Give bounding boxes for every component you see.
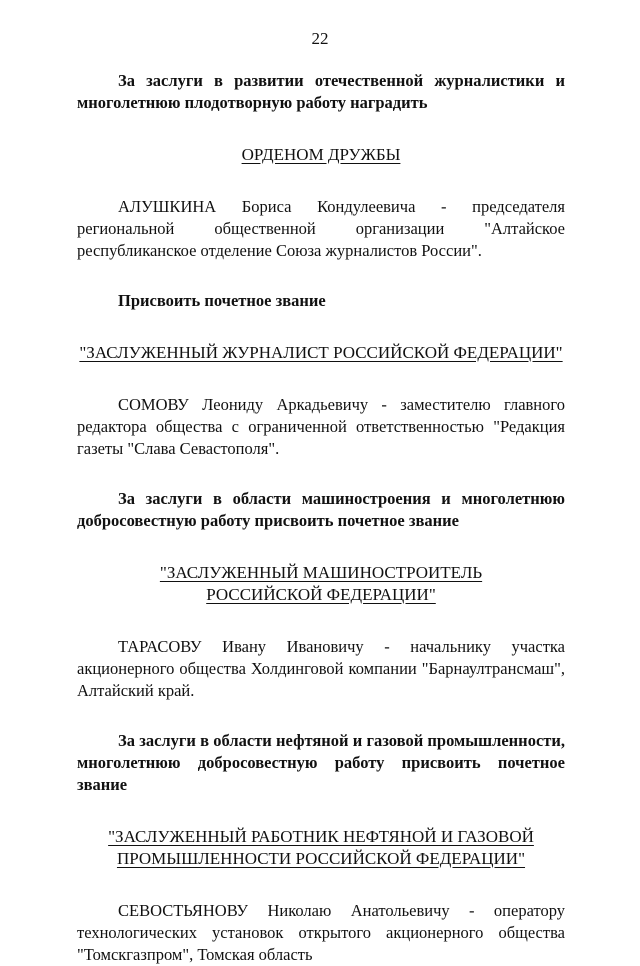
section-3-award-line-1: "ЗАСЛУЖЕННЫЙ МАШИНОСТРОИТЕЛЬ xyxy=(159,563,483,582)
document-body xyxy=(77,70,565,966)
section-1-award-title xyxy=(77,144,565,166)
section-4-award-line-2: ПРОМЫШЛЕННОСТИ РОССИЙСКОЙ ФЕДЕРАЦИИ" xyxy=(116,849,526,868)
section-1-recipient: АЛУШКИНА Бориса Кондулеевича - председателя региональной общественной организации "Алтайское республиканское отделение Союза журналистов России". xyxy=(77,197,565,260)
section-4-recipient: СЕВОСТЬЯНОВУ Николаю Анатольевичу - оператору технологических установок открытого акционерного общества "Томскгазпром", Томская область xyxy=(77,901,565,964)
section-2-award-line-1: "ЗАСЛУЖЕННЫЙ ЖУРНАЛИСТ РОССИЙСКОЙ ФЕДЕРАЦИИ" xyxy=(79,343,563,362)
section-2-preamble: Присвоить почетное звание xyxy=(118,291,326,310)
section-3-recipient: ТАРАСОВУ Ивану Ивановичу - начальнику участка акционерного общества Холдинговой компании "Барнаултрансмаш", Алтайский край. xyxy=(77,637,565,700)
section-3-award-title xyxy=(77,562,565,606)
section-1-preamble: За заслуги в развитии отечественной журналистики и многолетнюю плодотворную работу наградить xyxy=(77,71,565,112)
section-2-recipient: СОМОВУ Леониду Аркадьевичу - заместителю главного редактора общества с ограниченной ответственностью "Редакция газеты "Слава Севастополя". xyxy=(77,395,565,458)
section-1-award-line-1: ОРДЕНОМ ДРУЖБЫ xyxy=(241,145,401,164)
section-2-award-title xyxy=(77,342,565,364)
section-4-award-title xyxy=(77,826,565,870)
page-number: 22 xyxy=(311,29,329,48)
section-4-award-line-1: "ЗАСЛУЖЕННЫЙ РАБОТНИК НЕФТЯНОЙ И ГАЗОВОЙ xyxy=(108,827,534,846)
section-4-preamble: За заслуги в области нефтяной и газовой промышленности, многолетнюю добросовестную работу присвоить почетное звание xyxy=(77,731,565,794)
section-3-award-line-2: РОССИЙСКОЙ ФЕДЕРАЦИИ" xyxy=(206,585,436,604)
section-3-preamble: За заслуги в области машиностроения и многолетнюю добросовестную работу присвоить почетное звание xyxy=(77,489,565,530)
